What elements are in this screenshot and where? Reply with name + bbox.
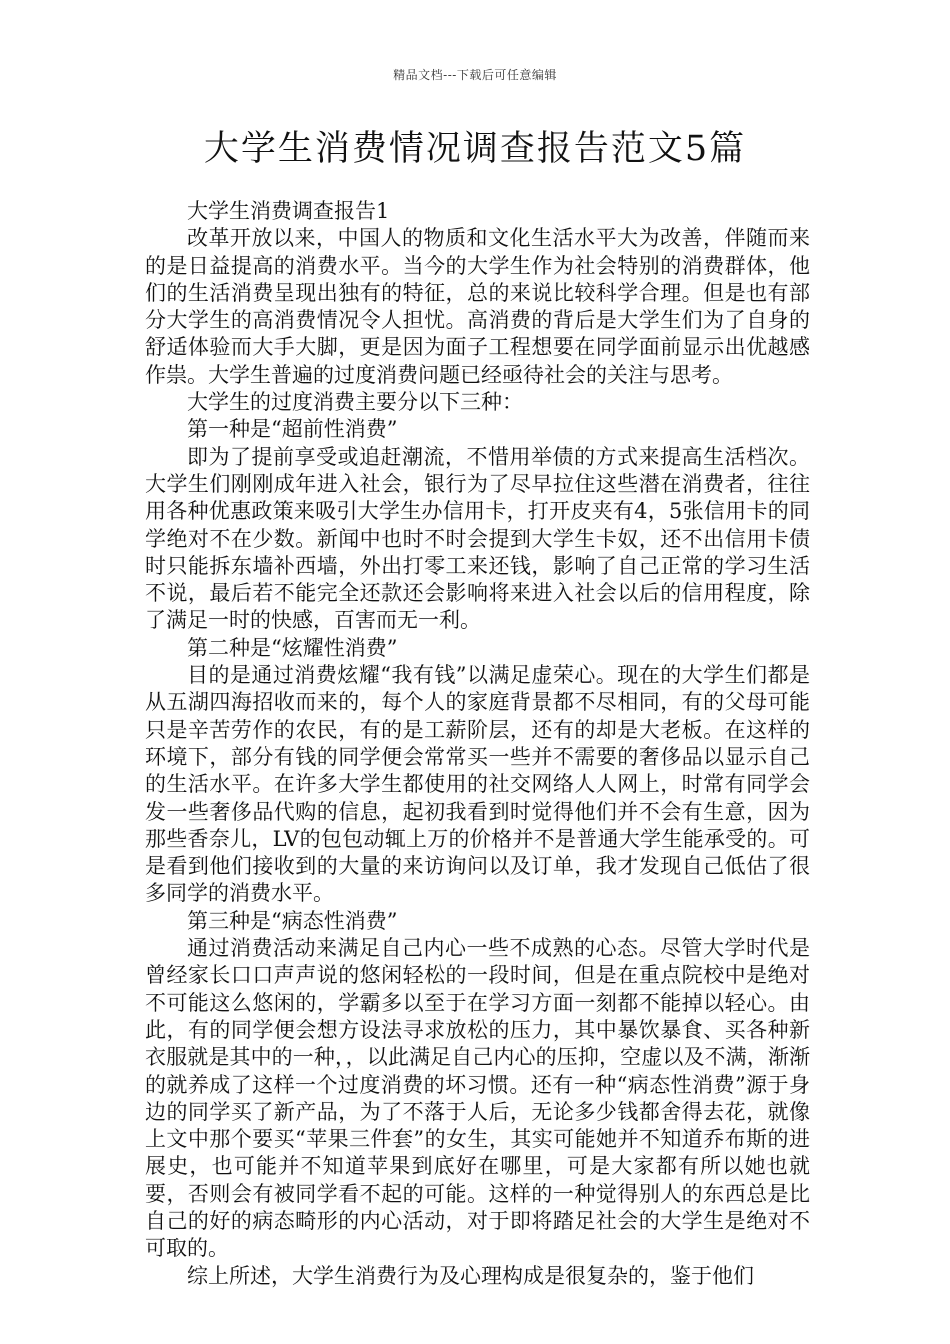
subheading: 第一种是“超前性消费” xyxy=(187,417,398,442)
paragraph: 即为了提前享受或追赶潮流，不惜用举债的方式来提高生活档次。大学生们刚刚成年进入社会，银行为了尽早拉住这些潜在消费者，往往用各种优惠政策来吸引大学生办信用卡，打开皮夹有4，5张信用卡的同学绝对不在少数。新闻中也时不时会提到大学生卡奴，还不出信用卡债时只能拆东墙补西墙，外出打零工来还钱，影响了自己正常的学习生活不说，最后若不能完全还款还会影响将来进入社会以后的信用程度，除了满足一时的快感，百害而无一利。 xyxy=(145,444,810,633)
paragraph: 目的是通过消费炫耀“我有钱”以满足虚荣心。现在的大学生们都是从五湖四海招收而来的，每个人的家庭背景都不尽相同，有的父母可能只是辛苦劳作的农民，有的是工薪阶层，还有的却是大老板。在这样的环境下，部分有钱的同学便会常常买一些并不需要的奢侈品以显示自己的生活水平。在许多大学生都使用的社交网络人人网上，时常有同学会发一些奢侈品代购的信息，起初我看到时觉得他们并不会有生意，因为那些香奈儿，LV的包包动辄上万的价格并不是普通大学生能承受的。可是看到他们接收到的大量的来访询问以及订单，我才发现自己低估了很多同学的消费水平。 xyxy=(145,663,810,906)
header-note: 精品文档---下载后可任意编辑 xyxy=(393,68,557,82)
document-title: 大学生消费情况调查报告范文5篇 xyxy=(203,129,747,169)
paragraph: 通过消费活动来满足自己内心一些不成熟的心态。尽管大学时代是曾经家长口口声声说的悠闲轻松的一段时间，但是在重点院校中是绝对不可能这么悠闲的，学霸多以至于在学习方面一刻都不能掉以轻心。由此，有的同学便会想方设法寻求放松的压力，其中暴饮暴食、买各种新衣服就是其中的一种，，以此满足自己内心的压抑，空虚以及不满，渐渐的就养成了这样一个过度消费的坏习惯。还有一种“病态性消费”源于身边的同学买了新产品，为了不落于人后，无论多少钱都舍得去花，就像上文中那个要买“苹果三件套”的女生，其实可能她并不知道乔布斯的进展史，也可能并不知道苹果到底好在哪里，可是大家都有所以她也就要，否则会有被同学看不起的可能。这样的一种觉得别人的东西总是比自己的好的病态畸形的内心活动，对于即将踏足社会的大学生是绝对不可取的。 xyxy=(145,936,810,1261)
section-heading: 大学生消费调查报告1 xyxy=(187,199,390,223)
subheading: 第二种是“炫耀性消费” xyxy=(187,635,398,660)
document-body xyxy=(145,198,810,1290)
paragraph: 综上所述，大学生消费行为及心理构成是很复杂的，鉴于他们 xyxy=(187,1263,754,1288)
paragraph: 改革开放以来，中国人的物质和文化生活水平大为改善，伴随而来的是日益提高的消费水平。当今的大学生作为社会特别的消费群体，他们的生活消费呈现出独有的特征，总的来说比较科学合理。但是也有部分大学生的高消费情况令人担忧。高消费的背后是大学生们为了自身的舒适体验而大手大脚，更是因为面子工程想要在同学面前显示出优越感作祟。大学生普遍的过度消费问题已经亟待社会的关注与思考。 xyxy=(145,226,810,387)
paragraph: 大学生的过度消费主要分以下三种： xyxy=(187,390,523,415)
subheading: 第三种是“病态性消费” xyxy=(187,908,398,933)
